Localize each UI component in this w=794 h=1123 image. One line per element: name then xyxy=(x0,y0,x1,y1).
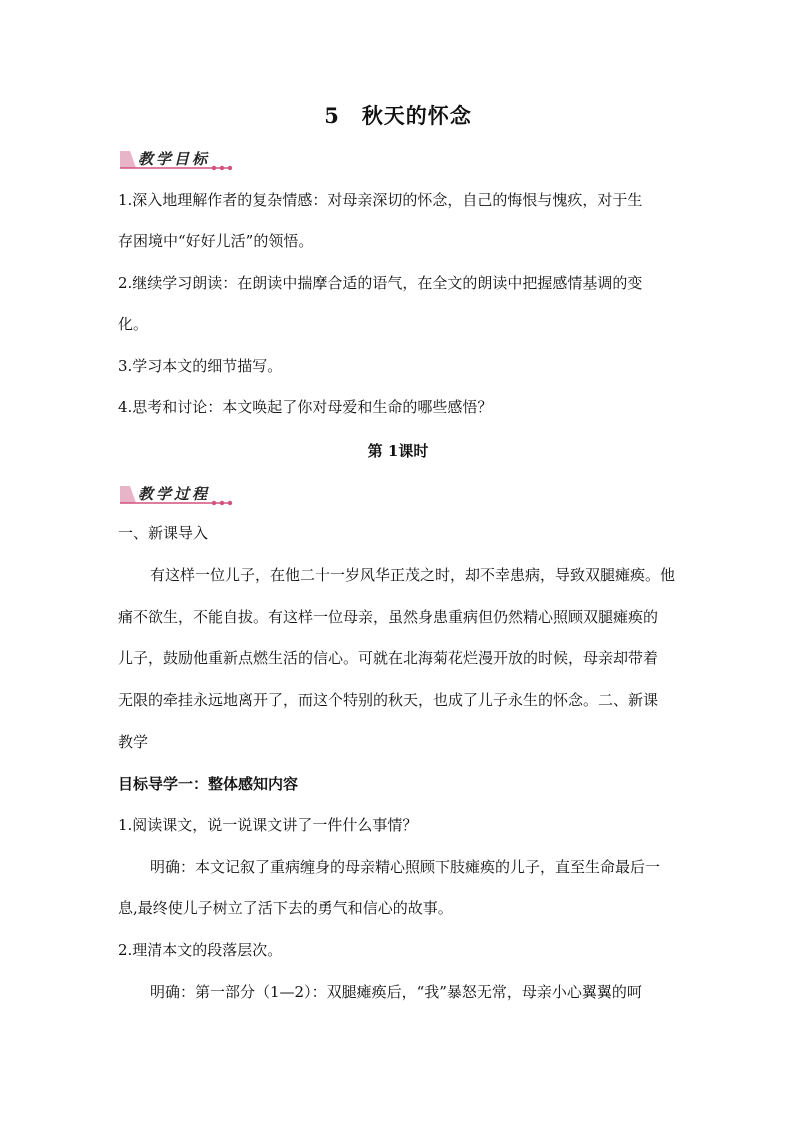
intro-line-4: 无限的牵挂永远地离开了，而这个特别的秋天，也成了儿子永生的怀念。二、新课 xyxy=(118,691,659,709)
badge-label: 教学过程 xyxy=(138,485,211,503)
question-1: 1.阅读课文，说一说课文讲了一件什么事情？ xyxy=(118,816,418,834)
goal-2-line-1: 2.继续学习朗读：在朗读中揣摩合适的语气，在全文的朗读中把握感情基调的变 xyxy=(118,274,643,292)
intro-line-3: 儿子，鼓励他重新点燃生活的信心。可就在北海菊花烂漫开放的时候，母亲却带着 xyxy=(118,649,659,667)
answer-2-line-1: 明确：第一部分（1—2）：双腿瘫痪后，“我”暴怒无常，母亲小心翼翼的呵 xyxy=(150,983,642,1001)
goal-1-line-1: 1.深入地理解作者的复杂情感：对母亲深切的怀念，自己的悔恨与愧疚，对于生 xyxy=(118,191,643,209)
answer-1-line-2: 息,最终使儿子树立了活下去的勇气和信心的故事。 xyxy=(118,899,453,917)
goal-2-line-2: 化。 xyxy=(118,315,149,333)
badge-label: 教学目标 xyxy=(138,150,211,168)
question-2: 2.理清本文的段落层次。 xyxy=(118,941,283,959)
section-badge-goals xyxy=(118,147,238,171)
lesson-title: 秋天的怀念 xyxy=(361,103,472,128)
target-heading: 目标导学一：整体感知内容 xyxy=(118,775,299,793)
lesson-period-heading: 第 1课时 xyxy=(367,442,429,460)
goal-3: 3.学习本文的细节描写。 xyxy=(118,357,283,375)
section-badge-process xyxy=(118,482,238,506)
intro-line-2: 痛不欲生，不能自拔。有这样一位母亲，虽然身患重病但仍然精心照顾双腿瘫痪的 xyxy=(118,608,659,626)
intro-line-5: 教学 xyxy=(118,733,149,751)
intro-line-1: 有这样一位儿子，在他二十一岁风华正茂之时，却不幸患病，导致双腿瘫痪。他 xyxy=(150,566,676,584)
section-heading-intro: 一、新课导入 xyxy=(118,524,209,542)
goal-4: 4.思考和讨论：本文唤起了你对母爱和生命的哪些感悟？ xyxy=(118,398,493,416)
goal-1-line-2: 存困境中“好好儿活”的领悟。 xyxy=(118,232,314,250)
lesson-number: 5 xyxy=(324,103,340,128)
page-title xyxy=(118,100,678,130)
answer-1-line-1: 明确：本文记叙了重病缠身的母亲精心照顾下肢瘫痪的儿子，直至生命最后一 xyxy=(150,858,661,876)
